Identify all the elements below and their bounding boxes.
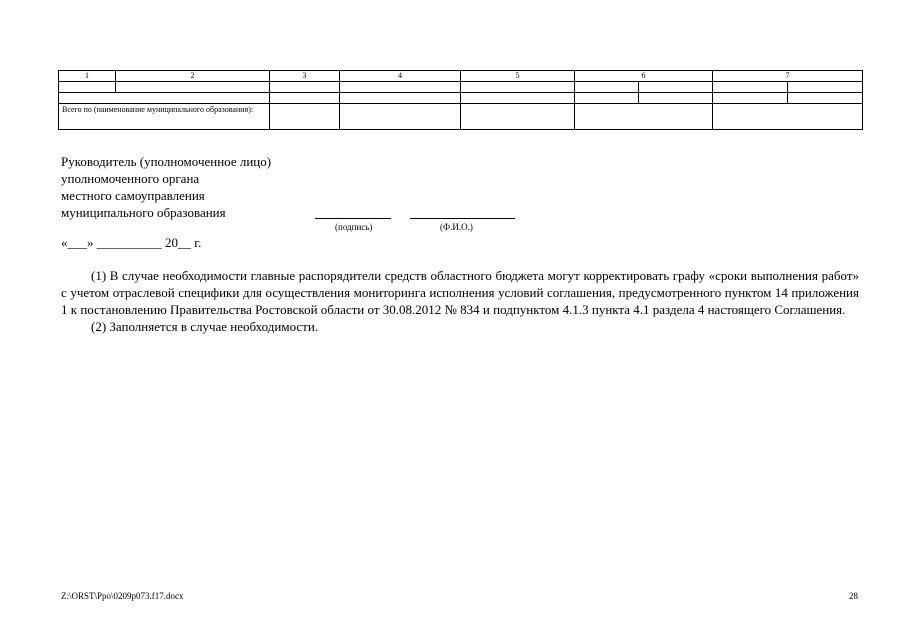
signature-caption: (подпись) (335, 222, 373, 232)
page-number: 28 (849, 591, 858, 601)
table-cell (340, 82, 461, 93)
table-cell (461, 82, 575, 93)
footnotes (61, 267, 859, 335)
header-cell: 5 (461, 71, 575, 82)
table-cell (116, 82, 270, 93)
signature-line: муниципального образования (61, 205, 226, 220)
table-total-row (59, 104, 863, 130)
header-cell: 1 (59, 71, 116, 82)
data-table (58, 70, 863, 130)
table-cell (575, 82, 639, 93)
header-cell: 3 (270, 71, 340, 82)
footnote-1: (1) В случае необходимости главные распорядители средств областного бюджета могут корректировать графу «сроки выполнения работ» с учетом отраслевой специфики для осуществления мониторинга исполнения условий соглашения, предусмотренного пунктом 14 приложения 1 к постановлению Правительства Ростовской области от 30.08.2012 № 834 и подпунктом 4.1.3 пункта 4.1 раздела 4 настоящего Соглашения. (61, 268, 859, 317)
table-cell (639, 93, 713, 104)
file-path: Z:\ORST\Ppo\0209p073.f17.docx (61, 591, 184, 601)
total-row-label: Всего по (наименование муниципального образования): (59, 104, 270, 130)
table-cell (270, 82, 340, 93)
table-cell (788, 82, 863, 93)
table-cell (713, 104, 863, 130)
signature-block (61, 153, 271, 221)
table-cell (270, 93, 340, 104)
table-row (59, 93, 863, 104)
table-cell (788, 93, 863, 104)
table-cell (59, 82, 116, 93)
table-row (59, 82, 863, 93)
table-cell (639, 82, 713, 93)
table-cell (59, 93, 270, 104)
name-underline (410, 218, 515, 219)
header-cell: 7 (713, 71, 863, 82)
header-cell: 6 (575, 71, 713, 82)
table-header-row (59, 71, 863, 82)
date-line: «___» __________ 20__ г. (61, 235, 202, 250)
signature-line: уполномоченного органа (61, 171, 200, 186)
table-cell (340, 104, 461, 130)
footnote-2: (2) Заполняется в случае необходимости. (91, 319, 319, 334)
table-cell (270, 104, 340, 130)
table-cell (461, 93, 575, 104)
table-cell (340, 93, 461, 104)
table-cell (575, 104, 713, 130)
table-cell (461, 104, 575, 130)
table-cell (713, 93, 788, 104)
signature-line: Руководитель (уполномоченное лицо) (61, 154, 272, 169)
header-cell: 2 (116, 71, 270, 82)
name-caption: (Ф.И.О.) (440, 222, 473, 232)
table-cell (713, 82, 788, 93)
signature-line: местного самоуправления (61, 188, 205, 203)
table-cell (575, 93, 639, 104)
header-cell: 4 (340, 71, 461, 82)
signature-underline (315, 218, 391, 219)
